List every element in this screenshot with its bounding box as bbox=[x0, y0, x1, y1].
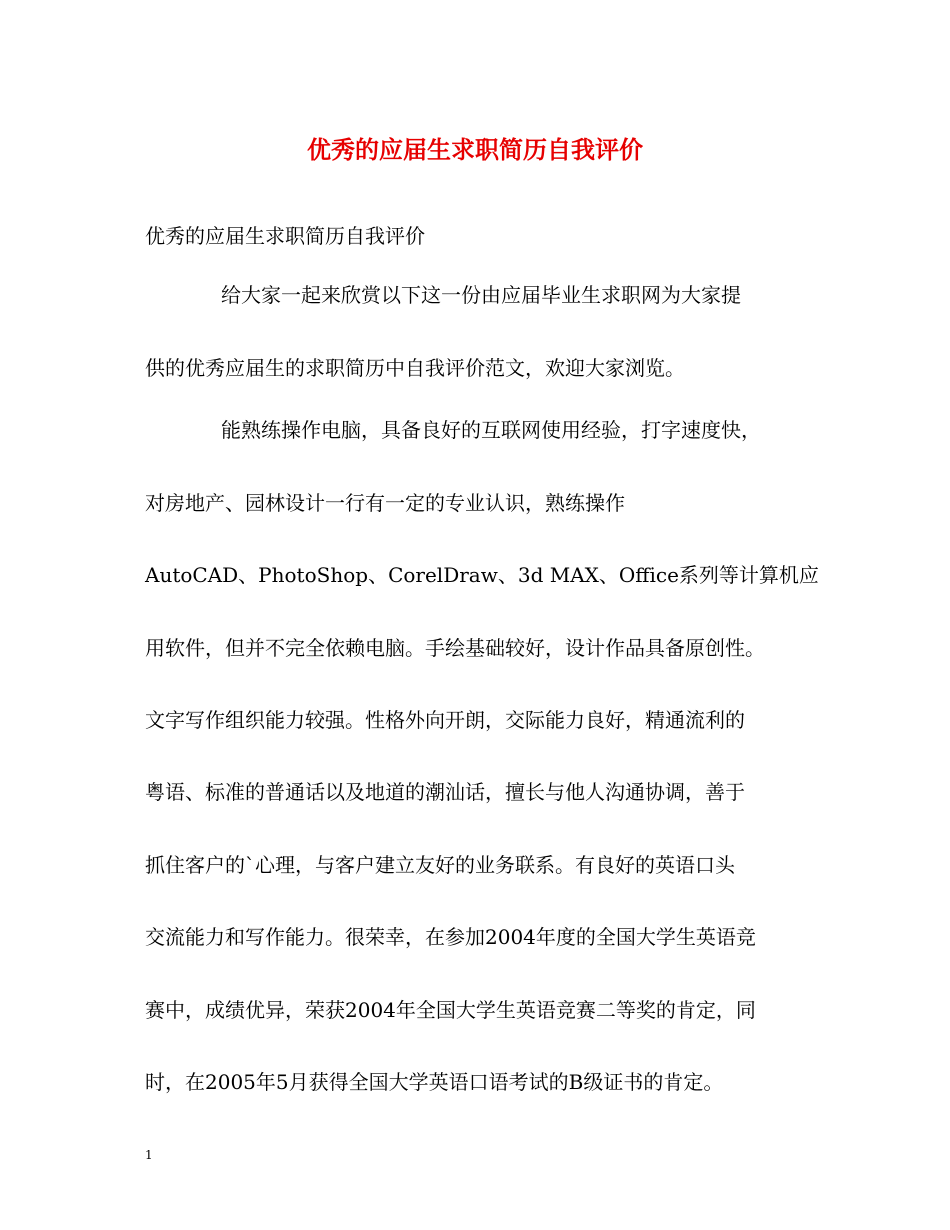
paragraph-line-7: 文字写作组织能力较强。性格外向开朗，交际能力良好，精通流利的 bbox=[145, 708, 745, 732]
paragraph-line-5: AutoCAD、PhotoShop、CorelDraw、3d MAX、Office系列等计算机应 bbox=[145, 563, 819, 587]
paragraph-line-1: 给大家一起来欣赏以下这一份由应届毕业生求职网为大家提 bbox=[221, 283, 741, 307]
paragraph-line-9: 抓住客户的`心理，与客户建立友好的业务联系。有良好的英语口头 bbox=[145, 853, 735, 877]
page-number: 1 bbox=[145, 1148, 153, 1162]
paragraph-line-6: 用软件，但并不完全依赖电脑。手绘基础较好，设计作品具备原创性。 bbox=[145, 636, 765, 660]
paragraph-line-8: 粤语、标准的普通话以及地道的潮汕话，擅长与他人沟通协调，善于 bbox=[145, 780, 745, 804]
paragraph-line-12: 时，在2005年5月获得全国大学英语口语考试的B级证书的肯定。 bbox=[145, 1070, 724, 1094]
paragraph-line-3: 能熟练操作电脑，具备良好的互联网使用经验，打字速度快， bbox=[221, 418, 761, 442]
document-subtitle: 优秀的应届生求职简历自我评价 bbox=[145, 224, 425, 248]
paragraph-line-2: 供的优秀应届生的求职简历中自我评价范文，欢迎大家浏览。 bbox=[145, 356, 685, 380]
paragraph-line-10: 交流能力和写作能力。很荣幸，在参加2004年度的全国大学生英语竞 bbox=[145, 925, 756, 949]
paragraph-line-4: 对房地产、园林设计一行有一定的专业认识，熟练操作 bbox=[145, 491, 625, 515]
paragraph-line-11: 赛中，成绩优异，荣获2004年全国大学生英语竞赛二等奖的肯定，同 bbox=[145, 998, 756, 1022]
document-title: 优秀的应届生求职简历自我评价 bbox=[307, 135, 643, 164]
